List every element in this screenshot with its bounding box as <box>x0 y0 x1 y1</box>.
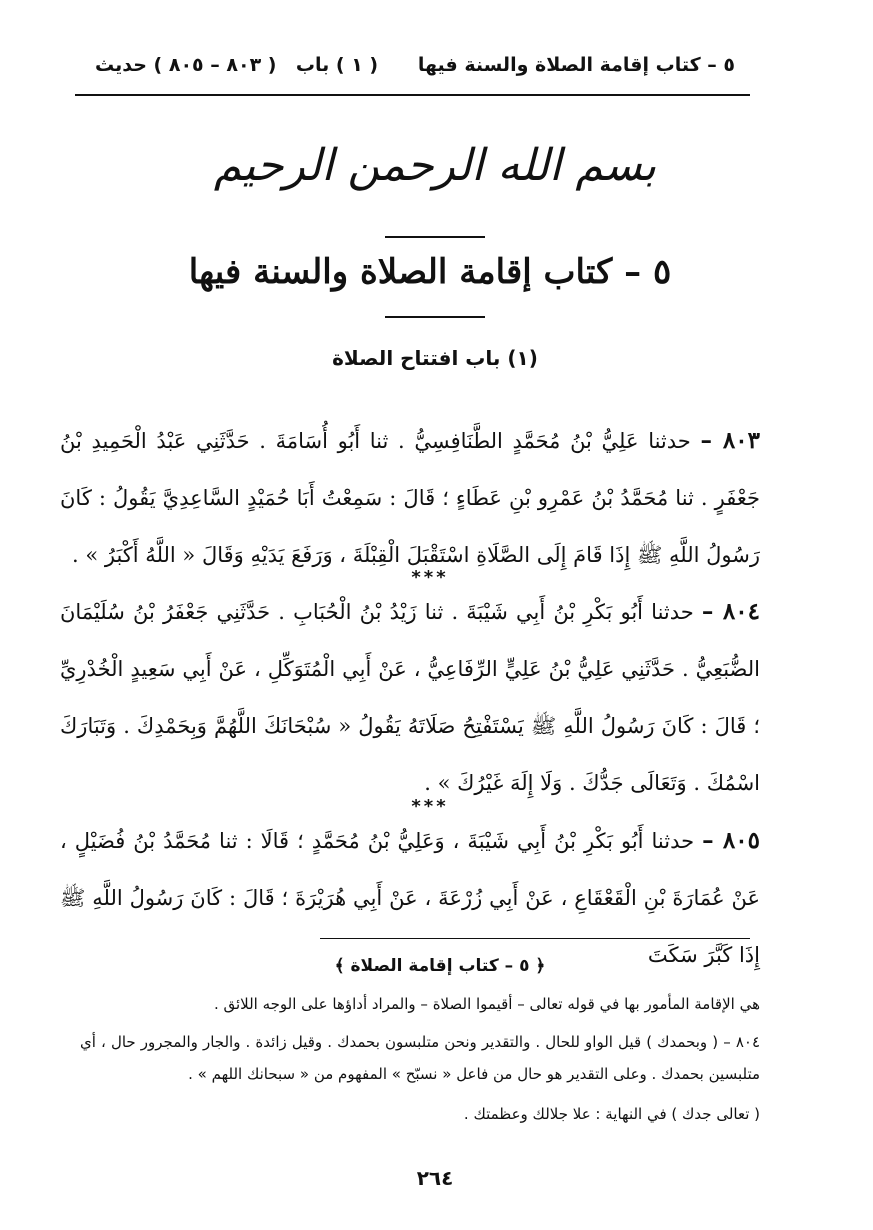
footnotes-title: ﴿ ٥ – كتاب إقامة الصلاة ﴾ <box>334 956 546 976</box>
page-number: ٢٦٤ <box>416 1166 454 1190</box>
footnote-paragraph: ( تعالى جدك ) في النهاية : علا جلالك وعظمتك . <box>463 1105 760 1123</box>
hadith-text: حدثنا عَلِيُّ بْنُ مُحَمَّدٍ الطَّنَافِسِيُّ . ثنا أَبُو أُسَامَةَ . حَدَّثَنِي عَبْدُ الْحَمِيدِ بْنُ جَعْفَرٍ . ثنا مُحَمَّدُ بْنُ عَمْرِو بْنِ عَطَاءٍ ؛ قَالَ : سَمِعْتُ أَبَا حُمَيْدٍ السَّاعِدِيَّ يَقُولُ : كَانَ رَسُولُ اللَّهِ ﷺ إِذَا قَامَ إِلَى الصَّلَاةِ اسْتَقْبَلَ الْقِبْلَةَ ، وَرَفَعَ يَدَيْهِ وَقَالَ « اللَّهُ أَكْبَرُ » . <box>60 429 760 567</box>
footnotes-divider <box>320 938 750 939</box>
running-header <box>95 52 735 86</box>
header-book-ref: ٥ – كتاب إقامة الصلاة والسنة فيها <box>417 54 735 76</box>
separator-stars: *** <box>411 567 449 588</box>
hadith-number: ٨٠٤ – <box>701 598 760 625</box>
header-book-and-chapter <box>296 54 735 76</box>
header-chapter-ref: ( ١ ) باب <box>295 54 379 76</box>
separator-stars: *** <box>411 796 449 817</box>
book-title: ٥ – كتاب إقامة الصلاة والسنة فيها <box>188 252 672 292</box>
hadith-number: ٨٠٣ – <box>700 427 760 454</box>
header-hadith-range: ( ٨٠٣ – ٨٠٥ ) حديث <box>95 54 277 76</box>
hadith-number: ٨٠٥ – <box>702 827 760 854</box>
title-divider-bottom <box>385 316 485 318</box>
footnote-paragraph: ٨٠٤ – ( وبحمدك ) قيل الواو للحال . والتقدير ونحن متلبسون بحمدك . وقيل زائدة . والجار والمجرور حال ، أي متلبسين بحمدك . وعلى التقدير هو حال من فاعل « نسبّح » المفهوم من « سبحانك اللهم » . <box>80 1033 760 1083</box>
hadith-text: حدثنا أَبُو بَكْرِ بْنُ أَبِي شَيْبَةَ . ثنا زَيْدُ بْنُ الْحُبَابِ . حَدَّثَنِي جَعْفَرُ بْنُ سُلَيْمَانَ الضُّبَعِيُّ . حَدَّثَنِي عَلِيُّ بْنُ عَلِيٍّ الرِّفَاعِيُّ ، عَنْ أَبِي الْمُتَوَكِّلِ ، عَنْ أَبِي سَعِيدٍ الْخُدْرِيِّ ؛ قَالَ : كَانَ رَسُولُ اللَّهِ ﷺ يَسْتَفْتِحُ صَلَاتَهُ يَقُولُ « سُبْحَانَكَ اللَّهُمَّ وَبِحَمْدِكَ . وَتَبَارَكَ اسْمُكَ . وَتَعَالَى جَدُّكَ . وَلَا إِلَهَ غَيْرُكَ » . <box>60 600 760 795</box>
chapter-title: (١) باب افتتاح الصلاة <box>332 346 538 370</box>
header-divider <box>75 94 750 96</box>
footnote-paragraph: هي الإقامة المأمور بها في قوله تعالى – أقيموا الصلاة – والمراد أداؤها على الوجه اللائق . <box>213 995 760 1013</box>
title-divider-top <box>385 236 485 238</box>
hadith-803 <box>60 412 760 584</box>
hadith-text: حدثنا أَبُو بَكْرِ بْنُ أَبِي شَيْبَةَ ، وَعَلِيُّ بْنُ مُحَمَّدٍ ؛ قَالَا : ثنا مُحَمَّدُ بْنُ فُضَيْلٍ ، عَنْ عُمَارَةَ بْنِ الْقَعْقَاعِ ، عَنْ أَبِي زُرْعَةَ ، عَنْ أَبِي هُرَيْرَةَ ؛ قَالَ : كَانَ رَسُولُ اللَّهِ ﷺ إِذَا كَبَّرَ سَكَتَ <box>60 829 760 967</box>
hadith-804 <box>60 583 760 812</box>
basmala-calligraphy: بسم الله الرحمن الرحيم <box>213 140 657 191</box>
